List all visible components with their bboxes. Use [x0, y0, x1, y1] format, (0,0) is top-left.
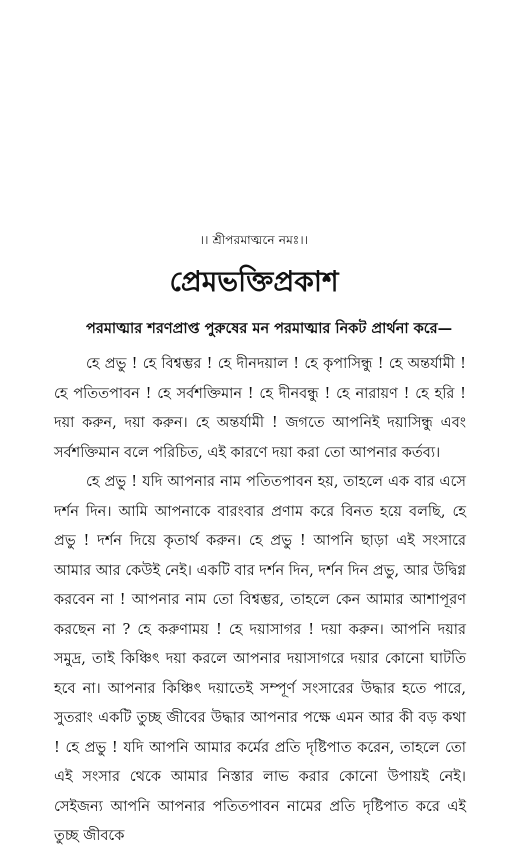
paragraph-2: হে প্রভু ! যদি আপনার নাম পতিতপাবন হয়, তাহলে এক বার এসে দর্শন দিন। আমি আপনাকে বারংবার প্রণাম করে বিনত হয়ে বলছি, হে প্রভু ! দর্শন দিয়ে কৃতার্থ করুন। হে প্রভু ! আপনি ছাড়া এই সংসারে আমার আর কেউই নেই। একটি বার দর্শন দিন, দর্শন দিন প্রভু, আর উদ্বিগ্ন করবেন না ! আপনার নাম তো বিশ্বম্ভর, তাহলে কেন আমার আশাপূরণ করছেন না ? হে করুণাময় ! হে দয়াসাগর ! দয়া করুন। আপনি দয়ার সমুদ্র, তাই কিঞ্চিৎ দয়া করলে আপনার দয়াসাগরে দয়ার কোনো ঘাটতি হবে না। আপনার কিঞ্চিৎ দয়াতেই সম্পূর্ণ সংসারের উদ্ধার হতে পারে, সুতরাং একটি তুচ্ছ জীবের উদ্ধার আপনার পক্ষে এমন আর কী বড় কথা ! হে প্রভু ! যদি আপনি আমার কর্মের প্রতি দৃষ্টিপাত করেন, তাহলে তো এই সংসার থেকে আমার নিস্তার লাভ করার কোনো উপায়ই নেই। সেইজন্য আপনি আপনার পতিতপাবন নামের প্রতি দৃষ্টিপাত করে এই তুচ্ছ জীবকে — [54, 474, 466, 844]
paragraph-1: হে প্রভু ! হে বিশ্বম্ভর ! হে দীনদয়াল ! হে কৃপাসিন্ধু ! হে অন্তর্যামী ! হে পতিতপাবন ! হে সর্বশক্তিমান ! হে দীনবন্ধু ! হে নারায়ণ ! হে হরি ! দয়া করুন, দয়া করুন। হে অন্তর্যামী ! জগতে আপনিই দয়াসিন্ধু এবং সর্বশক্তিমান বলে পরিচিত, এই কারণে দয়া করা তো আপনার কর্তব্য। — [54, 356, 466, 461]
invocation-line: ।। শ্রীপরমাত্মনে নমঃ।। — [199, 233, 309, 247]
body-text — [54, 350, 466, 852]
chapter-subheading: পরমাত্মার শরণপ্রাপ্ত পুরুষের মন পরমাত্মার নিকট প্রার্থনা করে— — [86, 320, 453, 337]
chapter-title: প্রেমভক্তিপ্রকাশ — [169, 265, 339, 298]
